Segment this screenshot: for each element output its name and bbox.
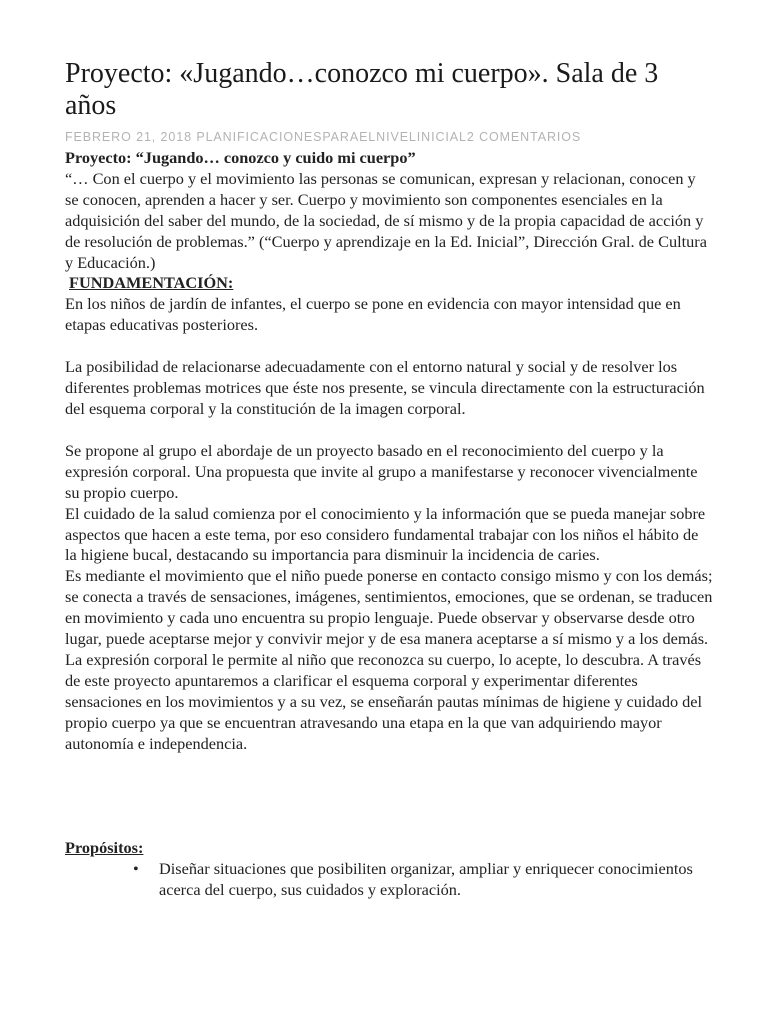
- paragraph: La expresión corporal le permite al niño que reconozca su cuerpo, lo acepte, lo descubra. A través de este proyecto apuntaremos a clarificar el esquema corporal y experimentar diferentes sensaciones en los movimientos y a su vez, se enseñarán pautas mínimas de higiene y cuidado del propio cuerpo ya que se encuentran atravesando una etapa en la que van adquiriendo mayor autonomía e independencia.: [65, 649, 703, 753]
- propositos-heading: Propósitos:: [65, 838, 144, 858]
- post-body: [65, 148, 713, 901]
- paragraph: La posibilidad de relacionarse adecuadamente con el entorno natural y social y de resolver los diferentes problemas motrices que éste nos presente, se vincula directamente con la estructuración del esquema corporal y la constitución de la imagen corporal.: [65, 357, 705, 418]
- paragraph: En los niños de jardín de infantes, el cuerpo se pone en evidencia con mayor intensidad que en etapas educativas posteriores.: [65, 294, 681, 335]
- paragraph: El cuidado de la salud comienza por el conocimiento y la información que se pueda manejar sobre aspectos que hacen a este tema, por eso considero fundamental trabajar con los niños el hábito de la higiene bucal, destacando su importancia para disminuir la incidencia de caries.: [65, 503, 706, 565]
- propositos-list: [65, 859, 713, 901]
- bullet-icon: •: [133, 859, 139, 879]
- list-item-text: Diseñar situaciones que posibiliten organizar, ampliar y enriquecer conocimientos acerca del cuerpo, sus cuidados y exploración.: [159, 859, 693, 900]
- paragraph: Se propone al grupo el abordaje de un proyecto basado en el reconocimiento del cuerpo y la expresión corporal. Una propuesta que invite al grupo a manifestarse y reconocer vivencialmente su propio cuerpo.: [65, 440, 698, 502]
- project-subtitle: Proyecto: “Jugando… conozco y cuido mi cuerpo”: [65, 148, 416, 167]
- post-meta: FEBRERO 21, 2018 PLANIFICACIONESPARAELNIVELINICIAL2 COMENTARIOS: [65, 130, 582, 144]
- fundamentacion-heading: FUNDAMENTACIÓN:: [69, 273, 234, 293]
- paragraph: Es mediante el movimiento que el niño puede ponerse en contacto consigo mismo y con los demás; se conecta a través de sensaciones, imágenes, sentimientos, emociones, que se ordenan, se traducen en movimiento y cada uno encuentra su propio lenguaje. Puede observar y observarse desde otro lugar, puede aceptarse mejor y convivir mejor y de esa manera aceptarse a sí mismo y a los demás.: [65, 566, 713, 649]
- list-item: [65, 859, 713, 901]
- post-title: Proyecto: «Jugando…conozco mi cuerpo». Sala de 3 años: [65, 58, 659, 121]
- intro-quote: “… Con el cuerpo y el movimiento las personas se comunican, expresan y relacionan, conocen y se conocen, aprenden a hacer y ser. Cuerpo y movimiento son componentes esenciales en la adquisición del saber del mundo, de la sociedad, de sí mismo y de la propia capacidad de acción y de resolución de problemas.” (“Cuerpo y aprendizaje en la Ed. Inicial”, Dirección Gral. de Cultura y Educación.): [65, 168, 707, 272]
